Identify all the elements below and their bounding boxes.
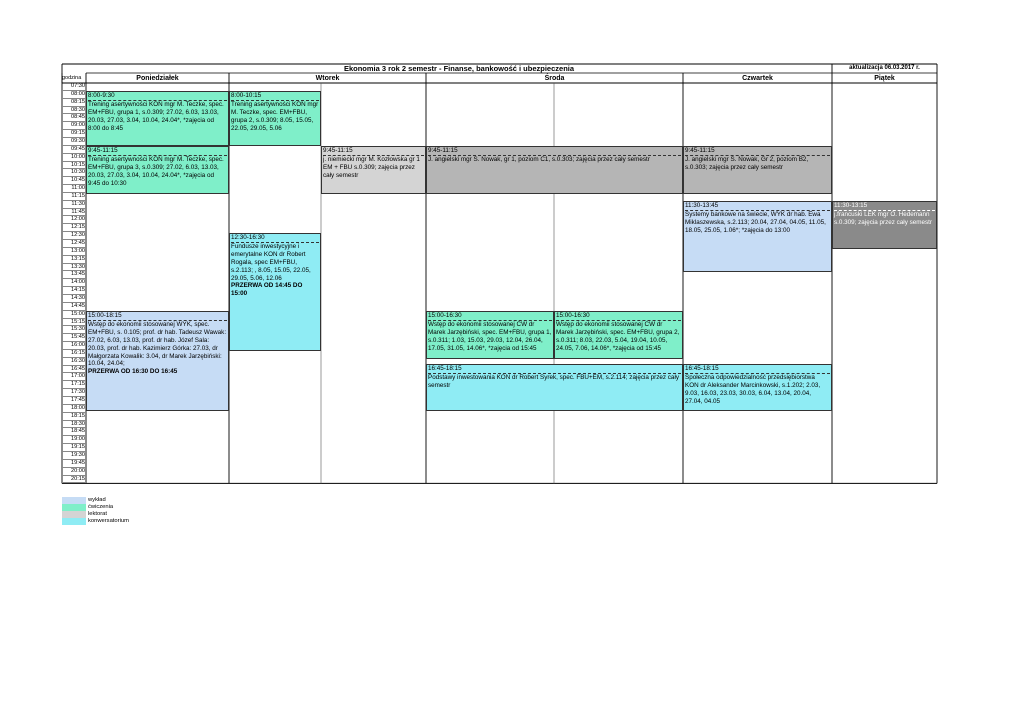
time-label: 17:15 xyxy=(62,381,86,389)
legend-label-lektorat: lektorat xyxy=(88,511,108,517)
block-text: j. niemiecki mgr M. Kozłowska gr 1 EM + FBU s.0.309; zajęcia przez cały semestr xyxy=(323,155,420,179)
day-header-friday: Piątek xyxy=(874,75,895,82)
time-label: 12:45 xyxy=(62,240,86,248)
block-text: Trening asertywności KON mgr M. Teczke, spec. EM+FBU, grupa 2, s.0.309; 8.05, 15.05, 22.05, 29.05, 5.06 xyxy=(231,100,319,132)
block-text: Fundusze inwestycyjne i emerytalne KON dr Robert Rogala, spec EM+FBU, s.2.113; , 8.05, 15.05, 22.05, 29.05, 5.06, 12.06 xyxy=(231,242,311,282)
time-label: 15:15 xyxy=(62,319,86,327)
block-text: Wstęp do ekonomii stosowanej CW dr Marek Jarzębiński, spec. EM+FBU, grupa 2, s.0.311; 8.03, 22.03, 5.04, 19.04, 10.05, 24.05, 7.06, 14.06*, *zajęcia od 15:45 xyxy=(556,320,680,352)
time-label: 08:45 xyxy=(62,114,86,122)
block-text: Wstęp do ekonomii stosowanej CW dr Marek Jarzębiński, spec. EM+FBU, grupa 1, s.0.311; 1.03, 15.03, 29.03, 12.04, 26.04, 17.05, 31.05, 14.06*, *zajęcia od 15:45 xyxy=(428,320,552,352)
day-header-tuesday: Wtorek xyxy=(315,75,340,82)
time-label: 17:30 xyxy=(62,389,86,397)
block-time: 15:00-16:30 xyxy=(428,312,552,321)
time-label: 18:15 xyxy=(62,413,86,421)
time-column-header: godzina xyxy=(62,75,82,81)
time-label: 17:45 xyxy=(62,397,86,405)
time-label: 10:45 xyxy=(62,177,86,185)
time-label: 18:45 xyxy=(62,428,86,436)
class-block-wednesday-wstep-gr2[interactable] xyxy=(554,311,683,359)
class-block-monday-wstep-wyk[interactable] xyxy=(86,311,229,411)
time-label: 11:30 xyxy=(62,201,86,209)
block-break-note: PRZERWA OD 16:30 DO 16:45 xyxy=(88,368,178,376)
block-time: 12:30-16:30 xyxy=(231,234,319,243)
time-label: 17:00 xyxy=(62,373,86,381)
time-label: 14:15 xyxy=(62,287,86,295)
time-label: 10:30 xyxy=(62,169,86,177)
time-label: 10:00 xyxy=(62,154,86,162)
block-break-note: PRZERWA OD 14:45 DO 15:00 xyxy=(231,282,303,298)
update-date: aktualizacja 06.03.2017 r. xyxy=(849,65,920,71)
block-time: 9:45-11:15 xyxy=(88,147,227,156)
legend-label-wyklad: wykład xyxy=(88,497,106,503)
time-label: 11:45 xyxy=(62,209,86,217)
time-label: 14:30 xyxy=(62,295,86,303)
time-label: 11:00 xyxy=(62,185,86,193)
class-block-monday-trening-gr1[interactable] xyxy=(86,91,229,146)
time-label: 18:00 xyxy=(62,405,86,413)
time-label: 08:00 xyxy=(62,91,86,99)
block-time: 16:45-18:15 xyxy=(428,365,681,374)
page-title: Ekonomia 3 rok 2 semestr - Finanse, bankowość i ubezpieczenia xyxy=(343,64,575,73)
legend-swatch-wyklad xyxy=(62,497,86,504)
legend-label-konwersatorium: konwersatorium xyxy=(88,518,129,524)
block-time: 8:00-10:15 xyxy=(231,92,319,101)
class-block-monday-fundusze[interactable] xyxy=(229,233,321,351)
block-text: Trening asertywności KON mgr M. Teczke, spec. EM+FBU, grupa 1, s.0.309; 27.02, 6.03, 13.03, 20.03, 27.03, 3.04, 10.04, 24.04*, *zajęcia od 8:00 do 8:45 xyxy=(88,100,224,132)
block-text: Wstęp do ekonomii stosowanej WYK, spec. EM+FBU, s. 0.105; prof. dr hab. Tadeusz Wawak: 27.02, 6.03, 13.03, prof. dr hab. Józef Sala: 20.03, prof. dr hab. Kazimierz Górka: 27.03, dr Małgorzata Kowalik: 3.04, dr Marek Jarzębiński: 10.04, 24.04; xyxy=(88,320,227,368)
block-time: 9:45-11:15 xyxy=(428,147,681,156)
time-label: 07:30 xyxy=(62,83,86,91)
block-time: 9:45-11:15 xyxy=(323,147,424,156)
time-label: 10:15 xyxy=(62,162,86,170)
time-label: 20:15 xyxy=(62,476,86,484)
day-header-thursday: Czwartek xyxy=(742,75,773,82)
time-label: 14:00 xyxy=(62,279,86,287)
class-block-thursday-spoleczna-odpowiedzialnosc[interactable] xyxy=(683,364,832,411)
legend-swatch-konwersatorium xyxy=(62,518,86,525)
time-label: 19:30 xyxy=(62,452,86,460)
time-label: 12:00 xyxy=(62,216,86,224)
time-label: 18:30 xyxy=(62,421,86,429)
class-block-tuesday-niemiecki[interactable] xyxy=(321,146,426,194)
time-label: 09:15 xyxy=(62,130,86,138)
legend-swatch-lektorat xyxy=(62,511,86,518)
block-time: 9:45-11:15 xyxy=(685,147,830,156)
block-time: 15:00-18:15 xyxy=(88,312,227,321)
time-label: 13:45 xyxy=(62,271,86,279)
day-header-wednesday: Środa xyxy=(544,75,565,82)
time-label: 14:45 xyxy=(62,303,86,311)
time-label: 09:45 xyxy=(62,146,86,154)
class-block-monday-trening-gr2[interactable] xyxy=(229,91,321,146)
block-text: J. angielski mgr S. Nowak, Gr 2, poziom B2, s.0.303; zajęcia przez cały semestr xyxy=(685,155,809,171)
block-time: 16:45-18:15 xyxy=(685,365,830,374)
class-block-monday-trening-gr3[interactable] xyxy=(86,146,229,194)
class-block-wednesday-angielski[interactable] xyxy=(426,146,683,194)
time-label: 12:15 xyxy=(62,224,86,232)
time-label: 15:45 xyxy=(62,334,86,342)
time-label: 16:45 xyxy=(62,366,86,374)
block-text: J. angielski mgr S. Nowak, gr 1, poziom C1, s.0.303; zajęcia przez cały semestr xyxy=(428,155,650,163)
block-text: Systemy bankowe na świecie, WYK dr hab. Ewa Miklaszewska, s.2.113; 20.04, 27.04, 04.05, 11.05, 18.05, 25.05, 1.06*; *zajęcia do 13:00 xyxy=(685,210,826,234)
block-time: 11:30-13:15 xyxy=(834,202,935,211)
time-label: 13:30 xyxy=(62,264,86,272)
time-label: 13:00 xyxy=(62,248,86,256)
time-label: 08:30 xyxy=(62,107,86,115)
class-block-thursday-systemy-bankowe[interactable] xyxy=(683,201,832,272)
block-text: j.francuski LEK mgr O. Hedemann s.0.309; zajęcia przez cały semestr xyxy=(834,210,932,226)
class-block-wednesday-podstawy-inwestowania[interactable] xyxy=(426,364,683,411)
time-label: 15:30 xyxy=(62,326,86,334)
class-block-wednesday-wstep-gr1[interactable] xyxy=(426,311,554,359)
legend-swatch-cwiczenia xyxy=(62,504,86,511)
time-label: 15:00 xyxy=(62,311,86,319)
time-label: 13:15 xyxy=(62,256,86,264)
legend-label-cwiczenia: ćwiczenia xyxy=(88,504,114,510)
time-label: 20:00 xyxy=(62,468,86,476)
time-label: 09:00 xyxy=(62,122,86,130)
block-time: 11:30-13:45 xyxy=(685,202,830,211)
block-time: 15:00-16:30 xyxy=(556,312,681,321)
time-label: 11:15 xyxy=(62,193,86,201)
day-header-monday: Poniedziałek xyxy=(136,75,179,82)
time-label: 19:00 xyxy=(62,436,86,444)
time-label: 16:15 xyxy=(62,350,86,358)
block-time: 8:00-9:30 xyxy=(88,92,227,101)
block-text: Społeczna odpowiedzialność przedsiębiorstwa KON dr Aleksander Marcinkowski, s.1.202; 2.03, 9.03, 16.03, 23.03, 30.03, 6.04, 13.04, 20.04, 27.04, 04.05 xyxy=(685,373,821,405)
block-text: Podstawy inwestowania KON dr Robert Syrek, spec. FBU+EM, s.2.114; zajęcia przez cały semestr xyxy=(428,373,679,389)
time-label: 16:00 xyxy=(62,342,86,350)
time-label: 16:30 xyxy=(62,358,86,366)
class-block-thursday-angielski[interactable] xyxy=(683,146,832,194)
block-text: Trening asertywności KON mgr M. Teczke, spec. EM+FBU, grupa 3, s.0.309; 27.02, 6.03, 13.03, 20.03, 27.03, 3.04, 10.04, 24.04*, *zajęcia od 9:45 do 10:30 xyxy=(88,155,224,187)
time-label: 09:30 xyxy=(62,138,86,146)
time-label: 19:15 xyxy=(62,444,86,452)
class-block-friday-francuski[interactable] xyxy=(832,201,937,249)
time-label: 12:30 xyxy=(62,232,86,240)
time-label: 19:45 xyxy=(62,460,86,468)
time-label: 08:15 xyxy=(62,99,86,107)
